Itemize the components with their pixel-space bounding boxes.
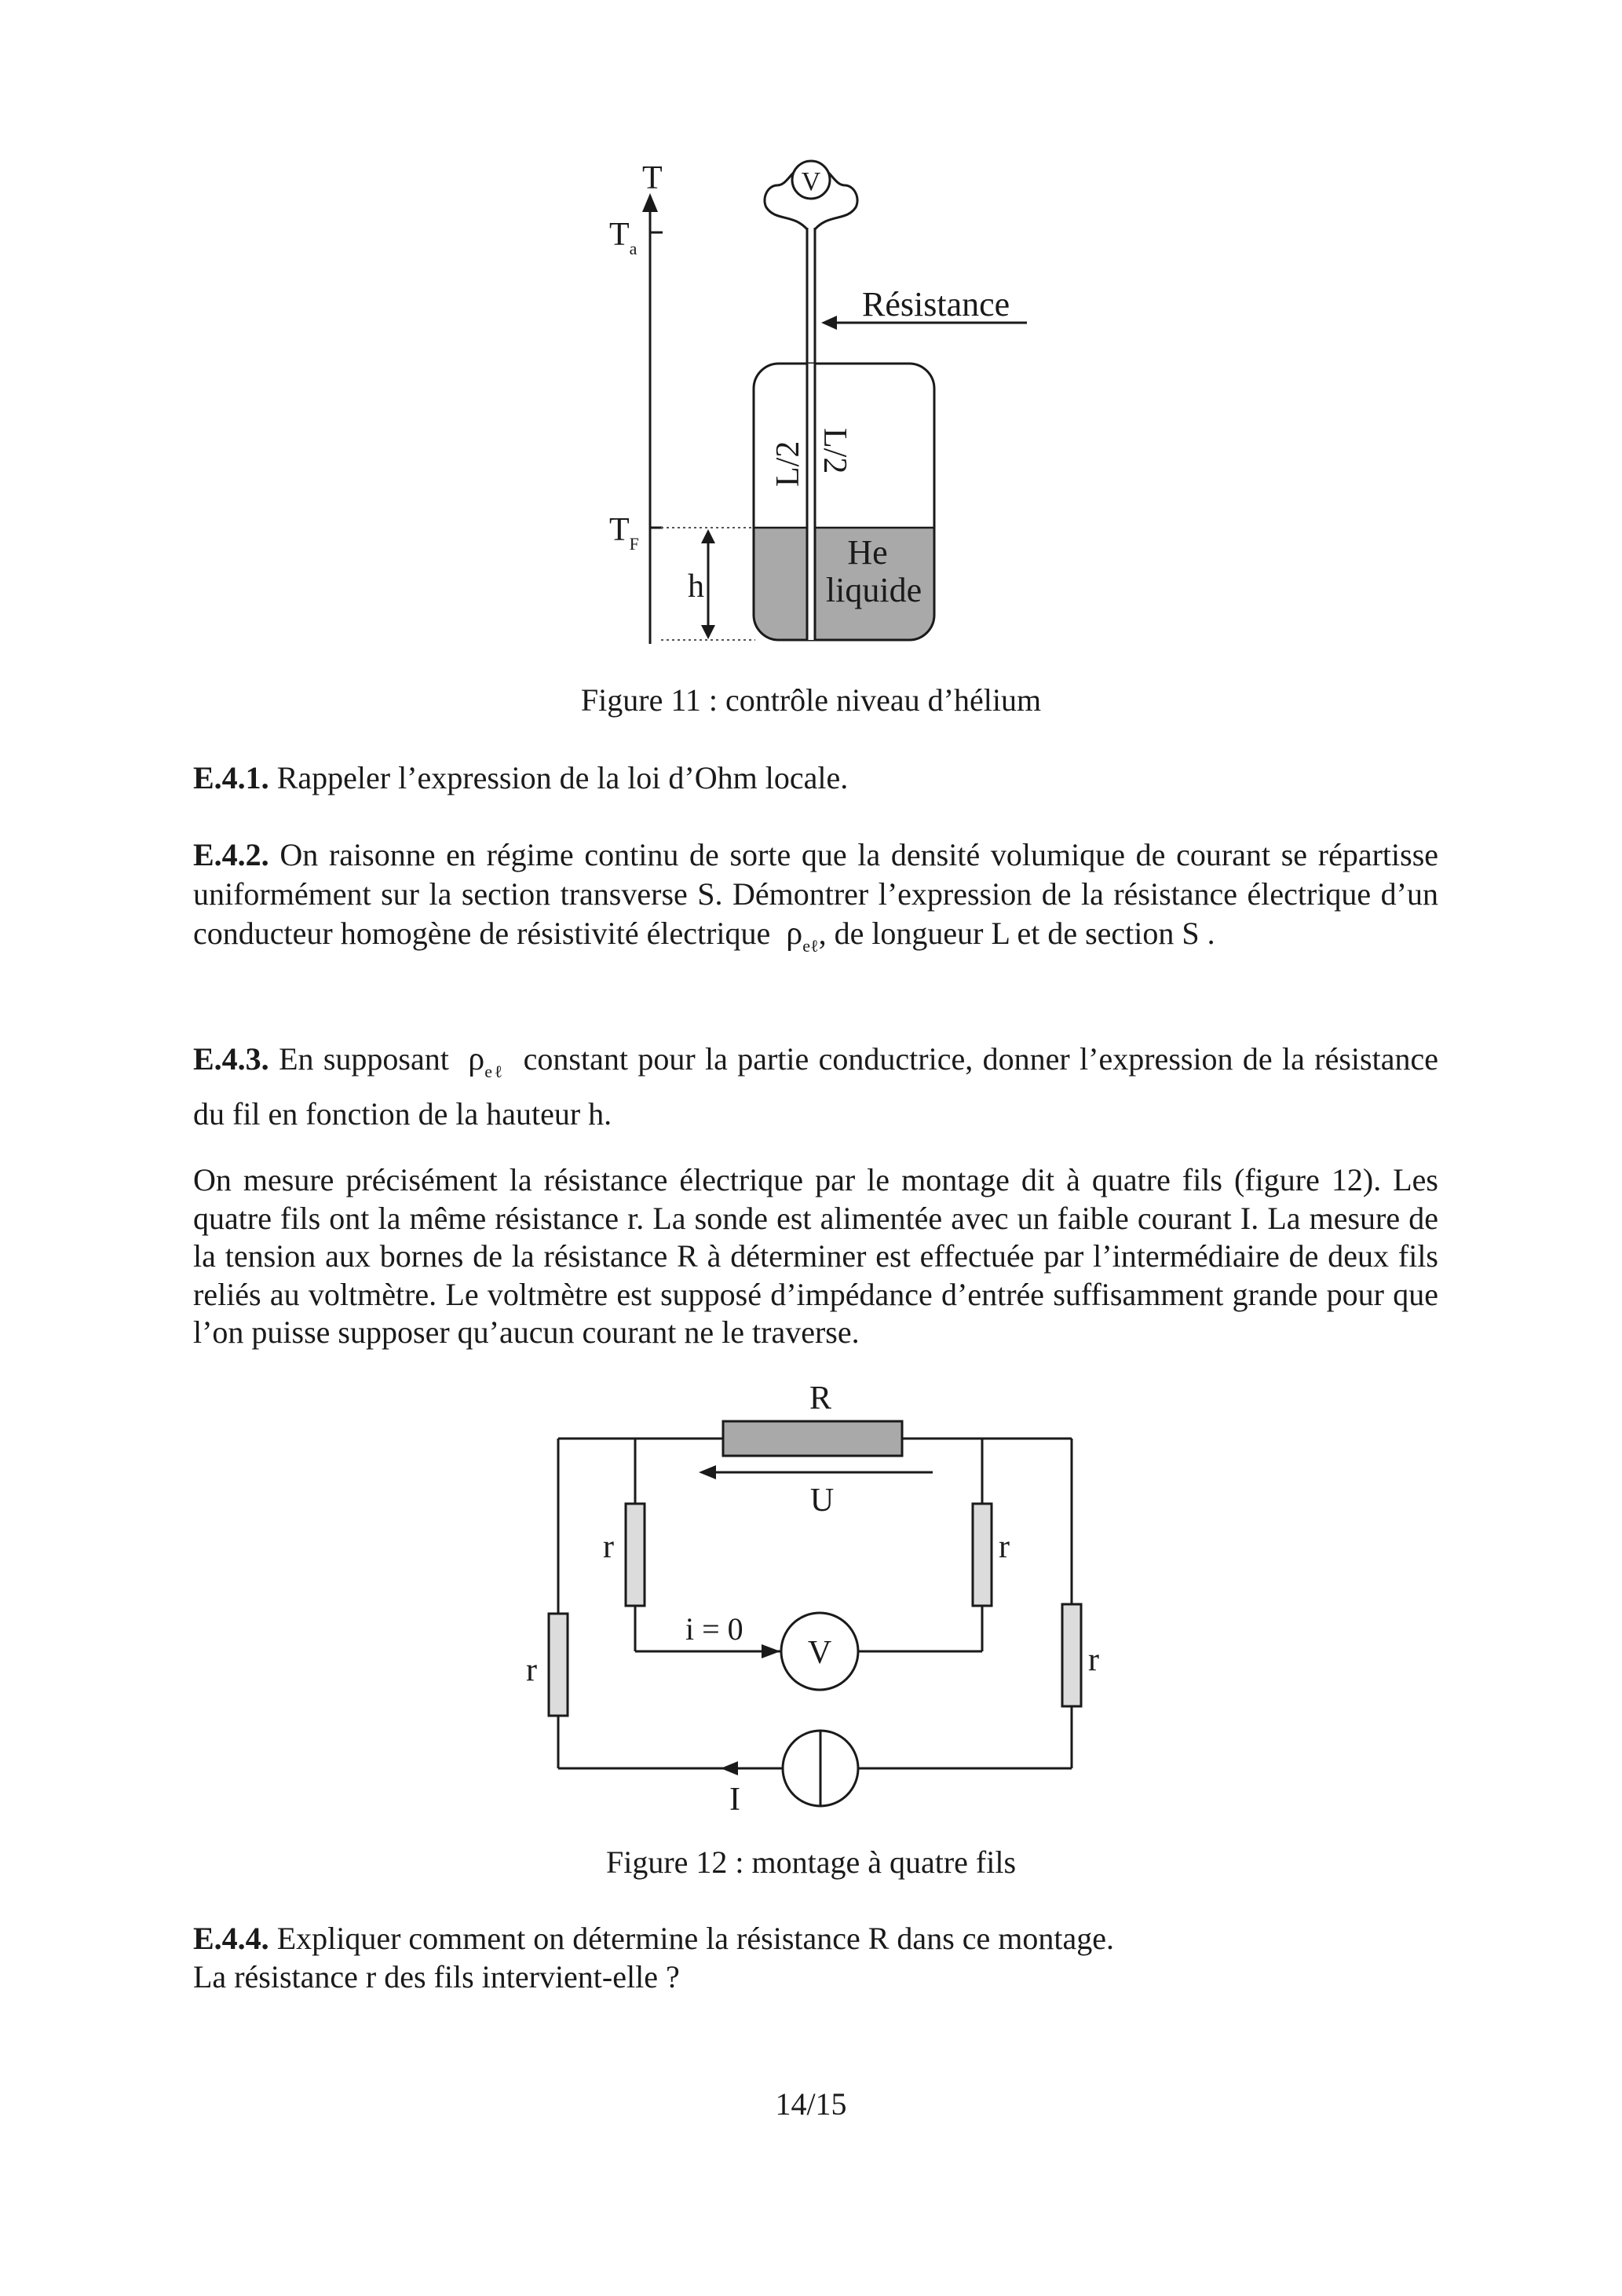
wire-r-label-inner-left: r: [603, 1529, 614, 1565]
figure-11: [550, 141, 1099, 660]
intro-paragraph: On mesure précisément la résistance électrique par le montage dit à quatre fils (figure 12). Les quatre fils ont la même résistance r. La sonde est alimentée avec un faible courant I. La mesure de la tension aux bornes de la résistance R à déterminer est effectuée par l’intermédiaire de deux fils reliés au voltmètre. Le voltmètre est supposé d’impédance d’entrée suffisamment grande pour que l’on puisse supposer qu’aucun courant ne le traverse.: [193, 1162, 1438, 1350]
wire-resistor-inner-right: [973, 1504, 992, 1606]
question-number: E.4.3.: [193, 1041, 269, 1077]
voltmeter-label: V: [807, 1635, 832, 1671]
question-text-end: , de longueur L et de section S .: [818, 916, 1215, 951]
resistivity-symbol: $\rho_{e\ell}$: [786, 916, 819, 956]
figure-12-caption: Figure 12 : montage à quatre fils: [605, 1844, 1017, 1880]
resistivity-symbol: $\rho_{e\ell}$: [468, 1041, 505, 1081]
half-length-left: L/2: [770, 441, 806, 487]
wire-resistor-outer-right: [1062, 1604, 1081, 1706]
current-zero-label: i = 0: [685, 1611, 743, 1647]
question-e42: [193, 835, 1438, 966]
question-number: E.4.4.: [193, 1921, 269, 1956]
question-number: E.4.1.: [193, 760, 269, 795]
voltage-arrow: [699, 1465, 933, 1479]
wire-r-label-outer-right: r: [1088, 1642, 1099, 1678]
question-text-line2: La résistance r des fils intervient-elle ?: [193, 1959, 680, 1994]
temperature-axis: [642, 193, 663, 644]
wire-r-label-inner-right: r: [999, 1529, 1010, 1565]
current-zero-arrow: [762, 1644, 780, 1658]
resistor-r-label: R: [809, 1380, 832, 1417]
axis-label-t: T: [642, 160, 663, 196]
label-tf: $T_F$: [609, 512, 639, 554]
helium-label-line2: liquide: [825, 571, 922, 609]
voltmeter-label: V: [801, 167, 821, 196]
label-ta: $T_a$: [609, 217, 637, 258]
question-e43: [193, 1038, 1438, 1135]
resistance-label: Résistance: [862, 285, 1010, 324]
question-e44: [193, 1919, 1438, 1996]
wire-resistor-outer-left: [549, 1614, 568, 1716]
resistor-r-main: [723, 1421, 902, 1456]
question-number: E.4.2.: [193, 837, 269, 872]
question-text: En supposant: [279, 1041, 449, 1077]
current-arrow: [721, 1761, 738, 1775]
wire-r-label-outer-left: r: [526, 1652, 537, 1688]
question-text-end: constant pour la partie conductrice, donner l’expression de la résistance du fil en fonction de la hauteur h.: [193, 1041, 1438, 1132]
figure-11-caption: Figure 11 : contrôle niveau d’hélium: [580, 682, 1042, 718]
half-length-right: L/2: [816, 428, 853, 474]
helium-label-line1: He: [847, 533, 888, 572]
question-text: On raisonne en régime continu de sorte que la densité volumique de courant se répartisse uniformément sur la section transverse S. Démontrer l’expression de la résistance électrique d’un conducteur homogène de résistivité électrique: [193, 837, 1439, 951]
question-e41: [193, 759, 1438, 797]
wire-resistor-inner-left: [626, 1504, 645, 1606]
question-text-line1: Expliquer comment on détermine la résistance R dans ce montage.: [276, 1921, 1114, 1956]
voltage-label: U: [809, 1483, 835, 1519]
figure-12: [502, 1374, 1146, 1830]
resistance-wire: [807, 228, 815, 640]
height-label: h: [688, 569, 704, 605]
question-text: Rappeler l’expression de la loi d’Ohm locale.: [276, 760, 849, 795]
current-label: I: [729, 1782, 740, 1818]
page-number: 14/15: [775, 2086, 847, 2122]
